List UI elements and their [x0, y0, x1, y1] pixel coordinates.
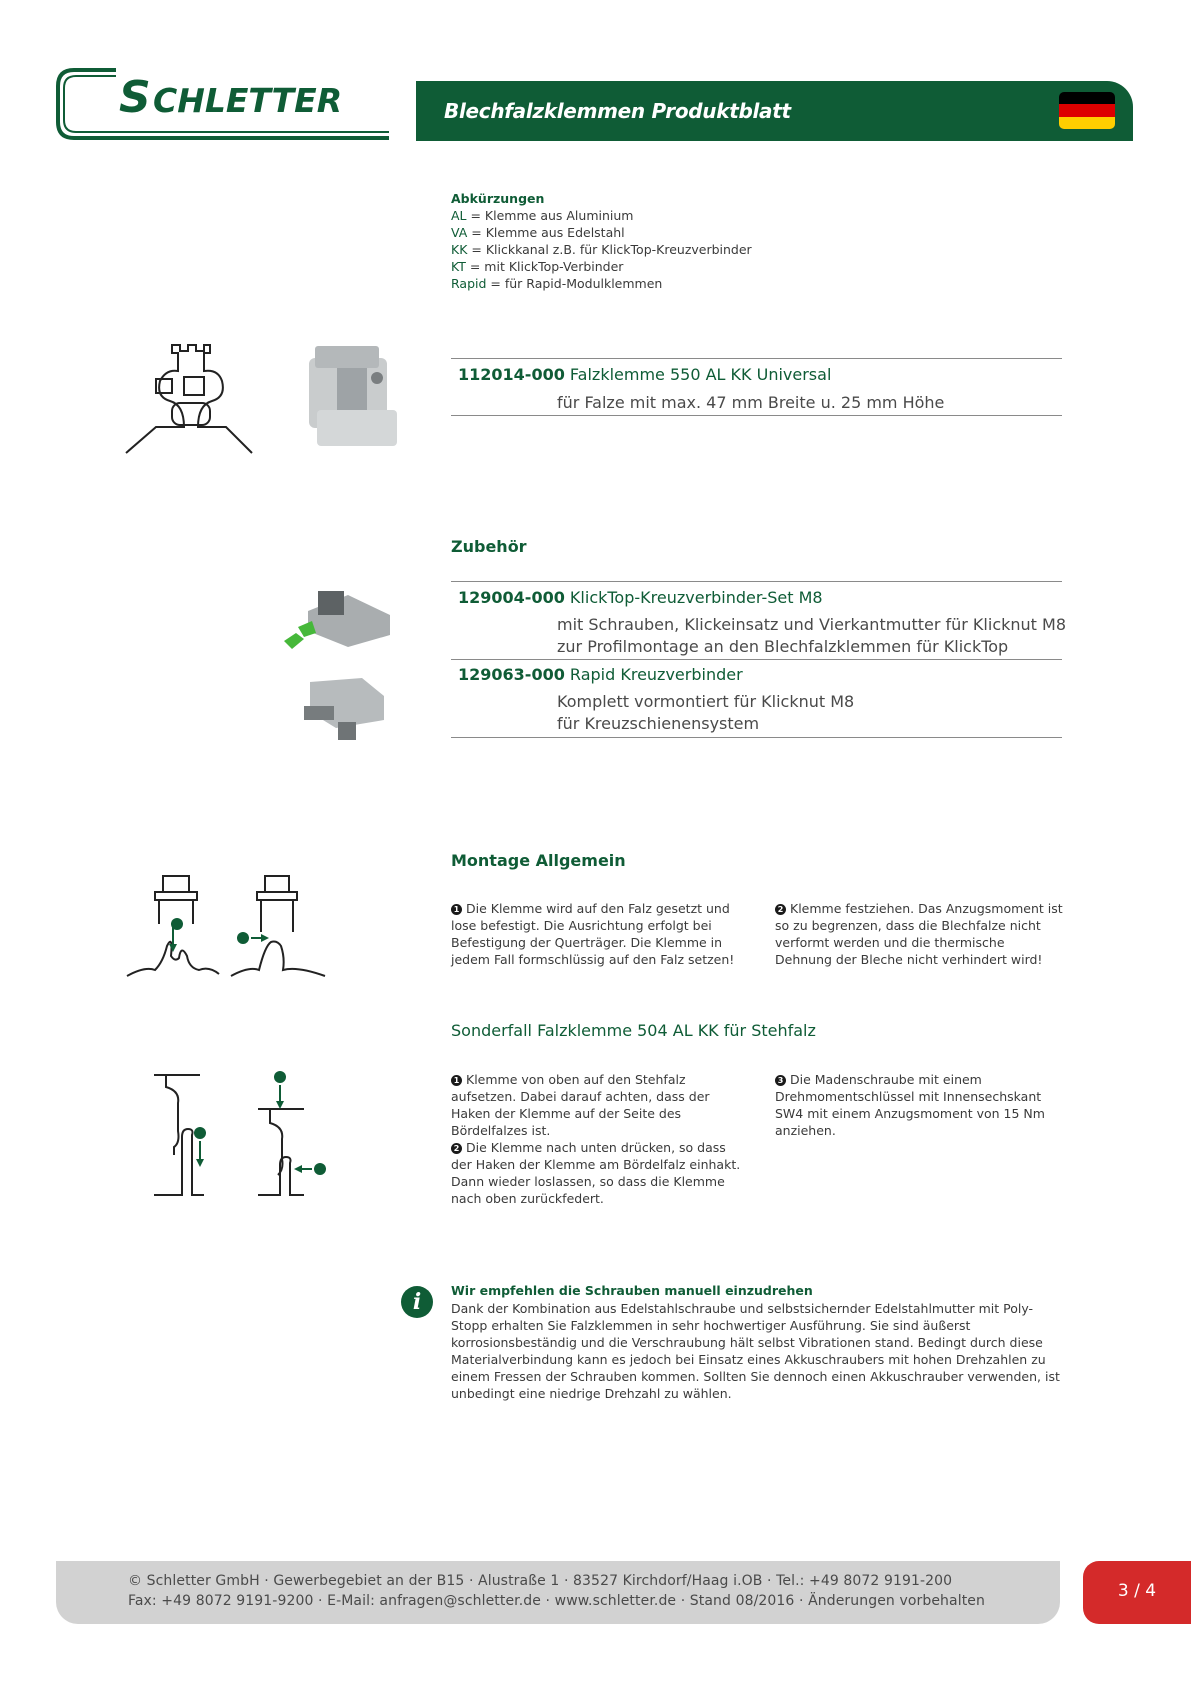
abbr-item [451, 258, 752, 275]
sonderfall-step-2 [451, 1139, 741, 1207]
abbr-item [451, 207, 752, 224]
abbr-key: VA [451, 225, 468, 240]
product-code: 112014-000 [458, 365, 565, 384]
product-name: Falzklemme 550 AL KK Universal [564, 365, 832, 384]
sonderfall-heading: Sonderfall Falzklemme 504 AL KK für Stehfalz [451, 1021, 816, 1040]
step-number-badge: 1 [451, 904, 462, 915]
accessory-title [458, 588, 823, 607]
abbr-text: = Klickkanal z.B. für KlickTop-Kreuzverbinder [467, 242, 752, 257]
clamp-photo [297, 338, 407, 458]
sonderfall-step-3 [775, 1071, 1065, 1139]
abbr-key: AL [451, 208, 467, 223]
accessory-desc-line: für Kreuzschienensystem [557, 714, 760, 733]
product-desc: für Falze mit max. 47 mm Breite u. 25 mm Höhe [557, 393, 945, 412]
clamp-drawing [126, 343, 256, 455]
footer-line-2: Fax: +49 8072 9191-9200 · E-Mail: anfragen@schletter.de · www.schletter.de · Stand 08/2016 · Änderungen vorbehalten [128, 1593, 985, 1609]
flag-stripe-black [1059, 92, 1115, 104]
german-flag-icon [1059, 92, 1115, 129]
schletter-logo [56, 68, 391, 140]
accessory-name: KlickTop-Kreuzverbinder-Set M8 [564, 588, 823, 607]
table-rule [451, 415, 1062, 416]
product-title [458, 365, 831, 384]
table-rule [451, 659, 1062, 660]
abbr-item [451, 241, 752, 258]
abbr-text: = Klemme aus Aluminium [466, 208, 634, 223]
table-rule [451, 358, 1062, 359]
abbr-key: Rapid [451, 276, 487, 291]
accessory-desc-line: zur Profilmontage an den Blechfalzklemmen für KlickTop [557, 637, 1009, 656]
table-rule [451, 581, 1062, 582]
step-text: Die Madenschraube mit einem Drehmomentschlüssel mit Innensechskant SW4 mit einem Anzugsmoment von 15 Nm anziehen. [775, 1072, 1045, 1138]
abbr-key: KK [451, 242, 468, 257]
montage-drawing [125, 862, 330, 980]
abbr-key: KT [451, 259, 466, 274]
accessory-code: 129004-000 [458, 588, 565, 607]
montage-step-1 [451, 900, 741, 968]
abbr-text: = für Rapid-Modulklemmen [486, 276, 663, 291]
montage-heading: Montage Allgemein [451, 851, 626, 870]
step-number-badge: 2 [451, 1143, 462, 1154]
rapid-connector-photo [300, 676, 386, 744]
abbr-item [451, 224, 752, 241]
step-text: Die Klemme nach unten drücken, so dass der Haken der Klemme am Bördelfalz einhakt. Dann wieder loslassen, so dass die Klemme nach oben zurückfedert. [451, 1140, 741, 1206]
sonderfall-drawing [150, 1069, 328, 1199]
sonderfall-step-1 [451, 1071, 741, 1139]
abbr-item [451, 275, 752, 292]
logo-frame [56, 68, 391, 140]
flag-stripe-gold [1059, 117, 1115, 129]
svg-text:CHLETTER: CHLETTER [153, 81, 343, 120]
abbreviations-heading: Abkürzungen [451, 191, 545, 206]
flag-stripe-red [1059, 104, 1115, 116]
step-text: Klemme festziehen. Das Anzugsmoment ist so zu begrenzen, dass die Blechfalze nicht verformt werden und die thermische Dehnung der Bleche nicht verhindert wird! [775, 901, 1063, 967]
abbr-text: = Klemme aus Edelstahl [467, 225, 625, 240]
step-text: Klemme von oben auf den Stehfalz aufsetzen. Dabei darauf achten, dass der Haken der Klemme auf der Seite des Bördelfalzes ist. [451, 1072, 710, 1138]
info-body: Dank der Kombination aus Edelstahlschraube und selbstsichernder Edelstahlmutter mit Poly-Stopp erhalten Sie Falzklemmen in sehr hochwertiger Ausführung. Sie sind äußerst korrosionsbeständig und die Verschraubung hält selbst Vibrationen stand. Bedingt durch diese Materialverbindung kann es jedoch bei Einsatz eines Akkuschraubers mit hohen Drehzahlen zu einem Fressen der Schrauben kommen. Sollten Sie dennoch einen Akkuschrauber verwenden, ist unbedingt eine niedrige Drehzahl zu wählen. [451, 1301, 1060, 1401]
page-title: Blechfalzklemmen Produktblatt [444, 99, 791, 123]
accessory-code: 129063-000 [458, 665, 565, 684]
svg-text:S: S [119, 72, 151, 123]
step-number-badge: 3 [775, 1075, 786, 1086]
info-icon: i [401, 1286, 433, 1318]
step-text: Die Klemme wird auf den Falz gesetzt und lose befestigt. Die Ausrichtung erfolgt bei Befestigung der Querträger. Die Klemme in jedem Fall formschlüssig auf den Falz setzen! [451, 901, 735, 967]
footer-line-1: © Schletter GmbH · Gewerbegebiet an der B15 · Alustraße 1 · 83527 Kirchdorf/Haag i.OB · Tel.: +49 8072 9191-200 [128, 1573, 953, 1589]
table-rule [451, 737, 1062, 738]
accessory-desc-line: mit Schrauben, Klickeinsatz und Vierkantmutter für Klicknut M8 [557, 615, 1066, 634]
page-number: 3 / 4 [1117, 1581, 1157, 1601]
info-title: Wir empfehlen die Schrauben manuell einzudrehen [451, 1283, 813, 1298]
accessory-name: Rapid Kreuzverbinder [564, 665, 743, 684]
accessories-heading: Zubehör [451, 537, 527, 556]
montage-step-2 [775, 900, 1065, 968]
accessory-title [458, 665, 743, 684]
accessory-desc [557, 691, 854, 735]
klicktop-set-photo [278, 585, 394, 661]
abbr-text: = mit KlickTop-Verbinder [465, 259, 624, 274]
accessory-desc [557, 614, 1066, 658]
step-number-badge: 1 [451, 1075, 462, 1086]
accessory-desc-line: Komplett vormontiert für Klicknut M8 [557, 692, 855, 711]
step-number-badge: 2 [775, 904, 786, 915]
abbreviations [451, 190, 752, 292]
